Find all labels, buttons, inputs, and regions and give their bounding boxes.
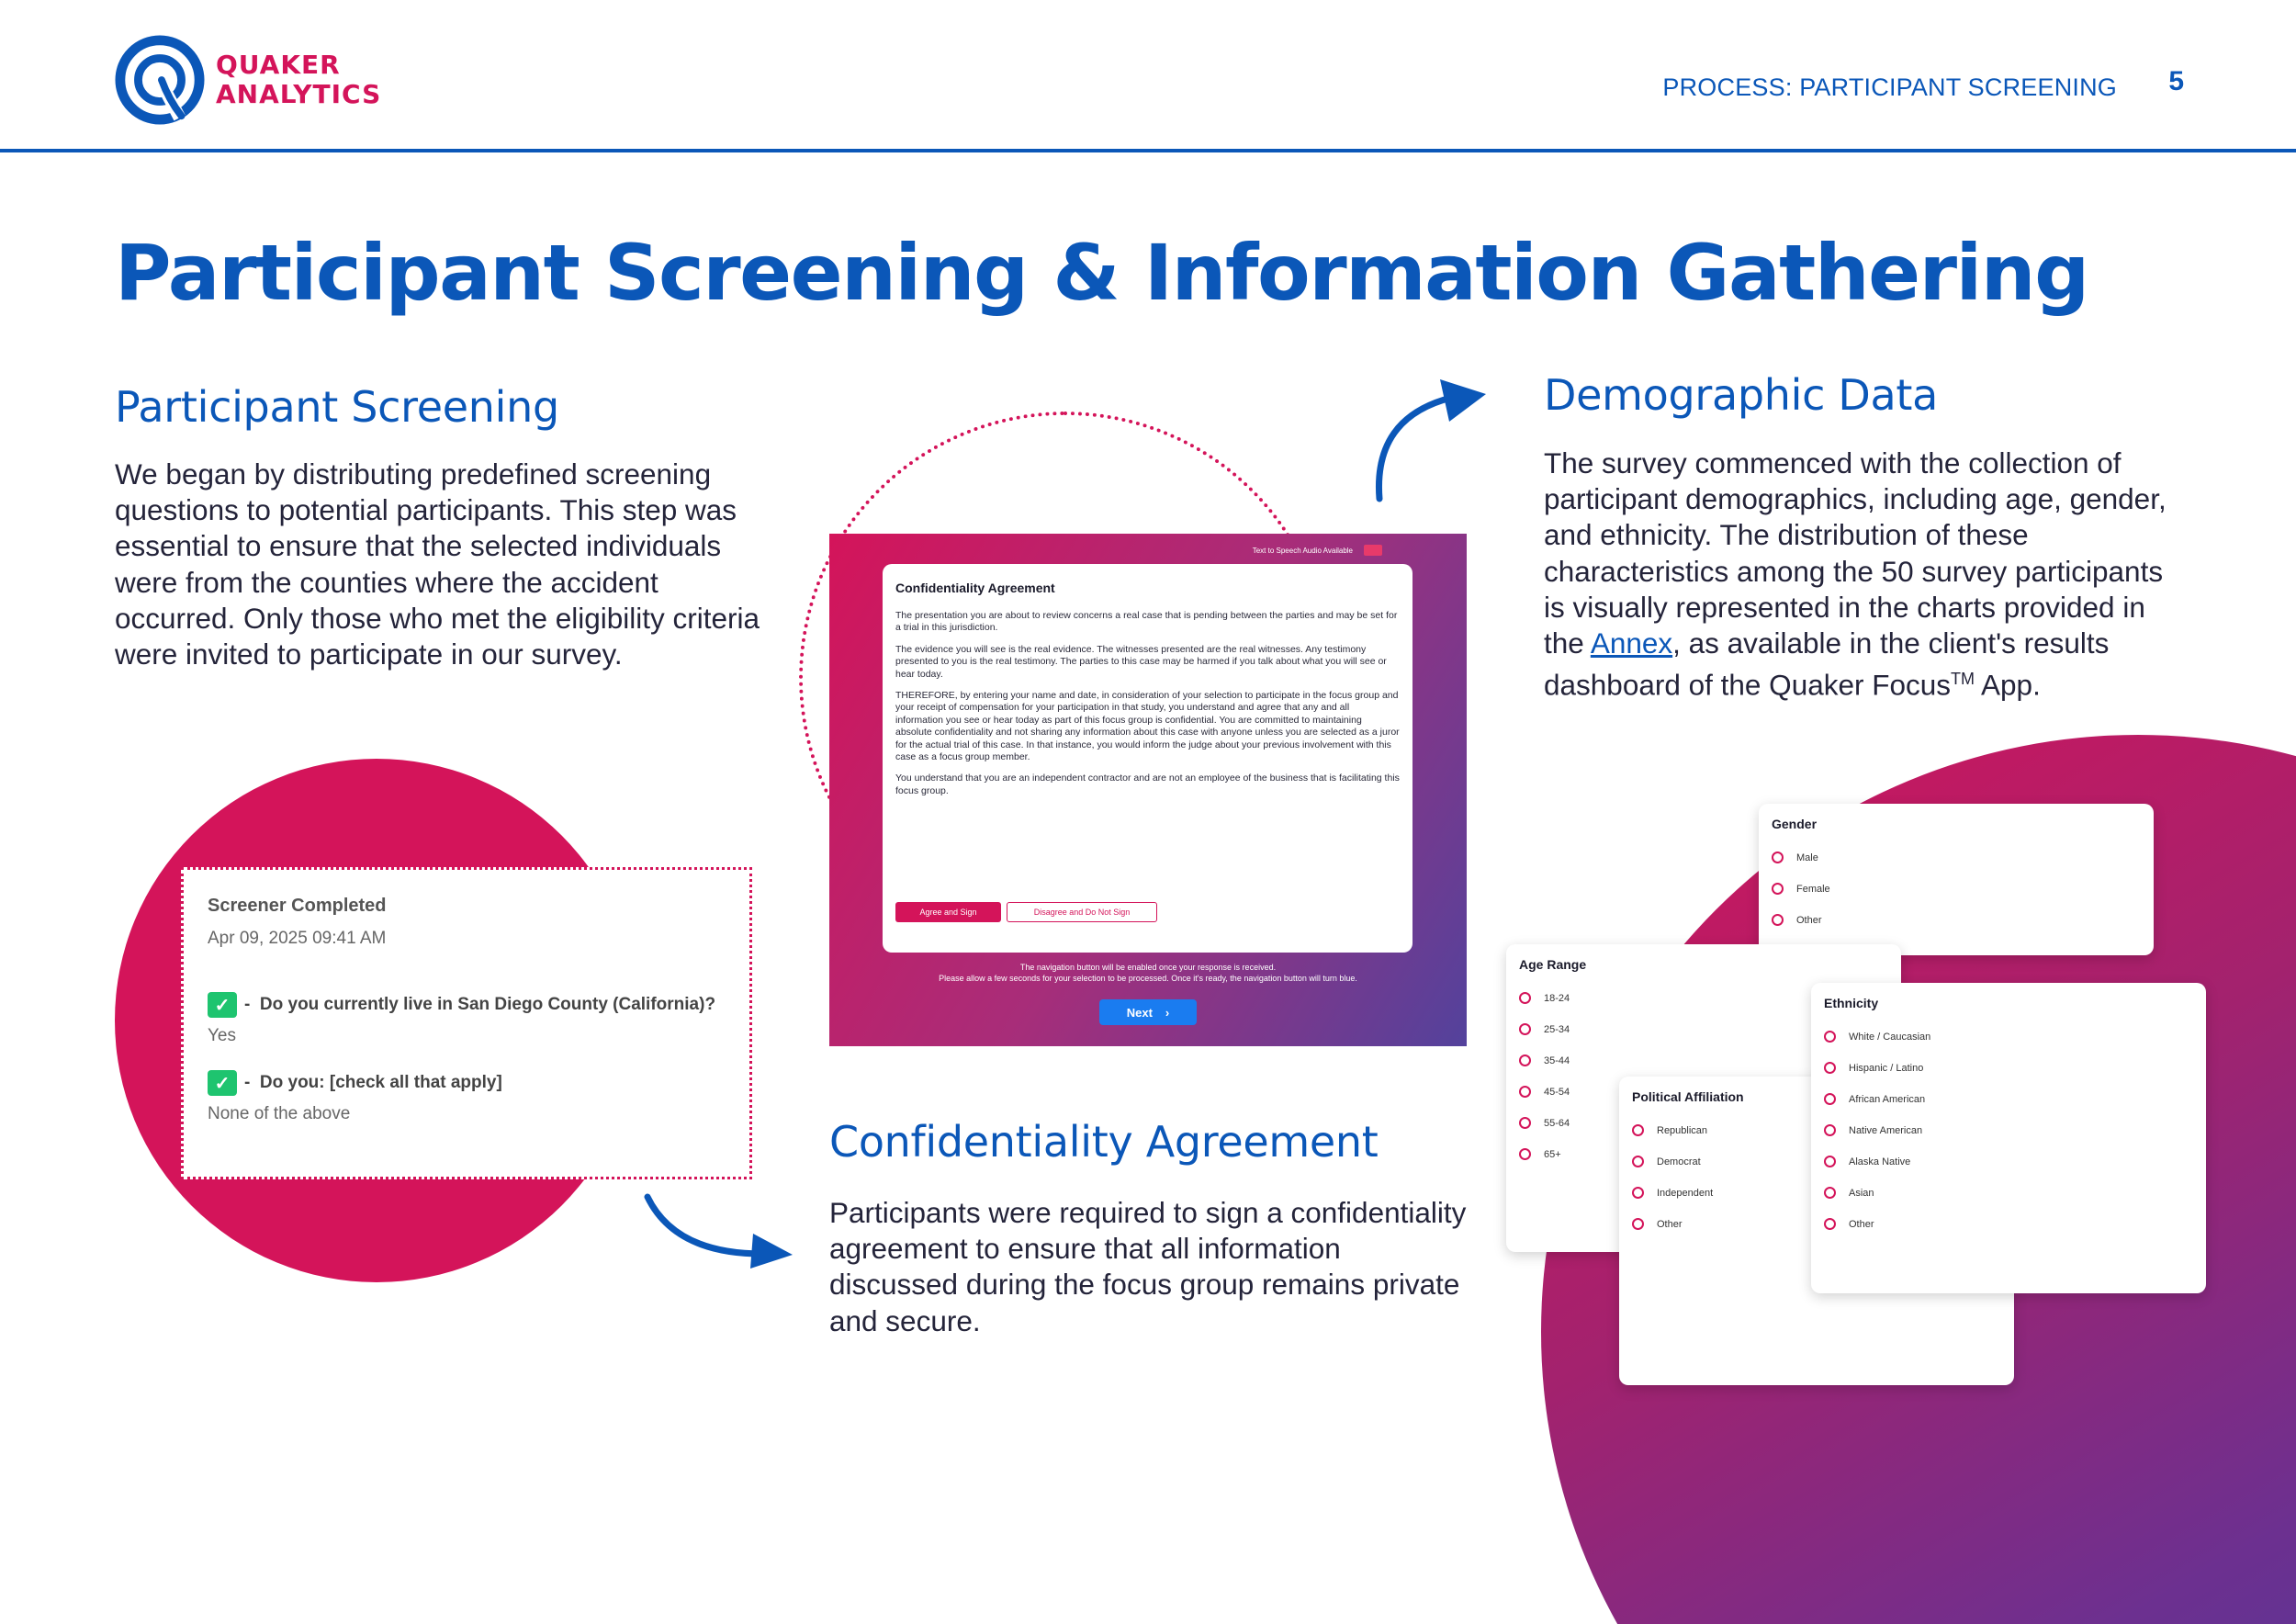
demographic-body-end: App. [1975,668,2041,702]
gender-option[interactable] [1772,851,1818,863]
speaker-icon[interactable] [1364,545,1382,556]
screener-date: Apr 09, 2025 09:41 AM [208,929,387,948]
political-option[interactable] [1632,1218,1683,1230]
radio-icon[interactable] [1632,1124,1644,1136]
navigation-note [829,962,1467,984]
political-option[interactable] [1632,1156,1701,1167]
radio-icon[interactable] [1824,1218,1836,1230]
gender-card [1759,804,2154,955]
ethnicity-option[interactable] [1824,1062,1923,1074]
navigation-note-line-1: The navigation button will be enabled once your response is received. [1019,963,1277,972]
logo-line-2: ANALYTICS [216,79,382,109]
radio-icon[interactable] [1632,1187,1644,1199]
screener-card [181,867,752,1179]
checkmark-icon: ✓ [208,992,237,1018]
ethnicity-option[interactable] [1824,1218,1874,1230]
ethnicity-option[interactable] [1824,1156,1910,1167]
age-option[interactable] [1519,1148,1561,1160]
option-label: Other [1849,1218,1874,1230]
ethnicity-option[interactable] [1824,1031,1930,1043]
screener-answer-1: Yes [208,1026,236,1045]
agreement-paragraph: The evidence you will see is the real evidence. The witnesses presented are the real witnesses. Any testimony presented to you is the real testimony. The parties to this case may be harmed if you talk about what you will see or hear today. [895,643,1387,680]
brand-logo [115,35,381,125]
curved-arrow-icon [638,1190,799,1272]
radio-icon[interactable] [1632,1156,1644,1167]
political-option[interactable] [1632,1187,1713,1199]
curved-arrow-icon [1368,372,1492,505]
radio-icon[interactable] [1772,851,1784,863]
header-divider [0,149,2296,152]
screener-question-1 [208,992,715,1018]
option-label: African American [1849,1093,1926,1105]
option-label: Alaska Native [1849,1156,1911,1167]
next-button-label: Next [1126,1005,1153,1020]
gender-option[interactable] [1772,883,1830,895]
agreement-panel-heading: Confidentiality Agreement [895,581,1055,595]
option-label: White / Caucasian [1849,1031,1931,1043]
agreement-panel [883,564,1412,953]
screening-heading: Participant Screening [115,382,559,432]
age-option[interactable] [1519,1117,1570,1129]
confidentiality-body: Participants were required to sign a confidentiality agreement to ensure that all information discussed during the focus group remains private and secure. [829,1196,1467,1337]
demographic-body-start: The survey commenced with the collection of participant demographics, including age, gender, and ethnicity. The distribution of these characteristics among the 50 survey participants is visually represented in the charts provided in the [1544,446,2167,660]
option-label: 18-24 [1544,992,1570,1004]
quaker-logo-icon [115,35,205,125]
question-text: Do you: [check all that apply] [259,1073,502,1092]
ethnicity-option[interactable] [1824,1124,1922,1136]
option-label: 35-44 [1544,1054,1570,1066]
question-dash: - [244,1073,260,1092]
confidentiality-heading: Confidentiality Agreement [829,1117,1379,1167]
agreement-paragraph: You understand that you are an independent contractor and are not an employee of the business that is facilitating this focus group. [895,773,1400,796]
demographic-body-continued: , as available in the client's results dashboard of the Quaker Focus [1544,626,2110,702]
trademark-mark: TM [1951,670,1975,689]
screener-question-2 [208,1070,502,1096]
ethnicity-option[interactable] [1824,1187,1874,1199]
age-option[interactable] [1519,1023,1570,1035]
gender-option[interactable] [1772,914,1822,926]
agreement-button-row [895,902,1157,922]
option-label: Other [1657,1218,1683,1230]
navigation-note-line-2: Please allow a few seconds for your selection to be processed. Once it's ready, the navigation button will turn blue. [939,974,1357,983]
option-label: Male [1796,851,1818,863]
radio-icon[interactable] [1824,1124,1836,1136]
logo-wordmark [216,51,381,109]
radio-icon[interactable] [1824,1093,1836,1105]
radio-icon[interactable] [1519,992,1531,1004]
radio-icon[interactable] [1772,914,1784,926]
demographic-heading: Demographic Data [1544,370,1939,420]
tts-label: Text to Speech Audio Available [1252,547,1353,555]
ethnicity-card-title: Ethnicity [1824,996,1879,1010]
radio-icon[interactable] [1632,1218,1644,1230]
radio-icon[interactable] [1519,1054,1531,1066]
radio-icon[interactable] [1519,1117,1531,1129]
radio-icon[interactable] [1519,1086,1531,1098]
option-label: Female [1796,883,1830,895]
radio-icon[interactable] [1519,1148,1531,1160]
radio-icon[interactable] [1824,1031,1836,1043]
age-option[interactable] [1519,1054,1570,1066]
age-option[interactable] [1519,1086,1570,1098]
radio-icon[interactable] [1824,1187,1836,1199]
radio-icon[interactable] [1824,1156,1836,1167]
option-label: Asian [1849,1187,1874,1199]
option-label: Republican [1657,1124,1708,1136]
option-label: Hispanic / Latino [1849,1062,1924,1074]
radio-icon[interactable] [1772,883,1784,895]
page-title: Participant Screening & Information Gathering [115,228,2088,318]
question-dash: - [244,995,260,1014]
logo-line-1: QUAKER [216,50,341,80]
option-label: 45-54 [1544,1086,1570,1098]
agreement-paragraph: The presentation you are about to review concerns a real case that is pending between the parties and may be set for a trial in this jurisdiction. [895,610,1398,634]
option-label: Native American [1849,1124,1923,1136]
agreement-paragraph: THEREFORE, by entering your name and date, in consideration of your selection to participate in the focus group and your receipt of compensation for your participation in that study, you understand and agree that any and all information you see or hear today as part of this focus group is confidential. You are committed to maintaining absolute confidentiality and not sharing any information about this case with anyone unless you are selected as a juror for the actual trial of this case. In that instance, you would inform the judge about your previous involvement with this case as a focus group member. [895,690,1400,763]
screener-answer-2: None of the above [208,1104,351,1123]
political-option[interactable] [1632,1124,1707,1136]
agree-and-sign-button[interactable]: Agree and Sign [895,902,1001,922]
question-text: Do you currently live in San Diego County (California)? [259,995,716,1014]
gender-card-title: Gender [1772,817,1818,831]
option-label: 25-34 [1544,1023,1570,1035]
header-section-label: PROCESS: PARTICIPANT SCREENING [1662,73,2117,101]
radio-icon[interactable] [1824,1062,1836,1074]
screener-title: Screener Completed [208,896,387,916]
agreement-screenshot [829,534,1467,1046]
option-label: 55-64 [1544,1117,1570,1129]
chevron-right-icon: › [1165,1005,1170,1020]
ethnicity-card [1811,983,2206,1293]
disagree-button[interactable]: Disagree and Do Not Sign [1007,902,1157,922]
demographic-body [1544,445,2168,704]
option-label: 65+ [1544,1148,1561,1160]
age-option[interactable] [1519,992,1570,1004]
radio-icon[interactable] [1519,1023,1531,1035]
page-number: 5 [2168,66,2184,96]
checkmark-icon: ✓ [208,1070,237,1096]
option-label: Independent [1657,1187,1714,1199]
screening-body: We began by distributing predefined screening questions to potential participants. This step was essential to ensure that the selected individuals were from the counties where the accident occurred. Only those who met the eligibility criteria were invited to participate in our survey. [115,457,760,671]
political-card-title: Political Affiliation [1632,1089,1744,1104]
age-card-title: Age Range [1519,957,1587,972]
next-button[interactable] [1099,999,1197,1025]
option-label: Democrat [1657,1156,1701,1167]
annex-link[interactable]: Annex [1590,626,1673,660]
option-label: Other [1796,914,1822,926]
ethnicity-option[interactable] [1824,1093,1925,1105]
